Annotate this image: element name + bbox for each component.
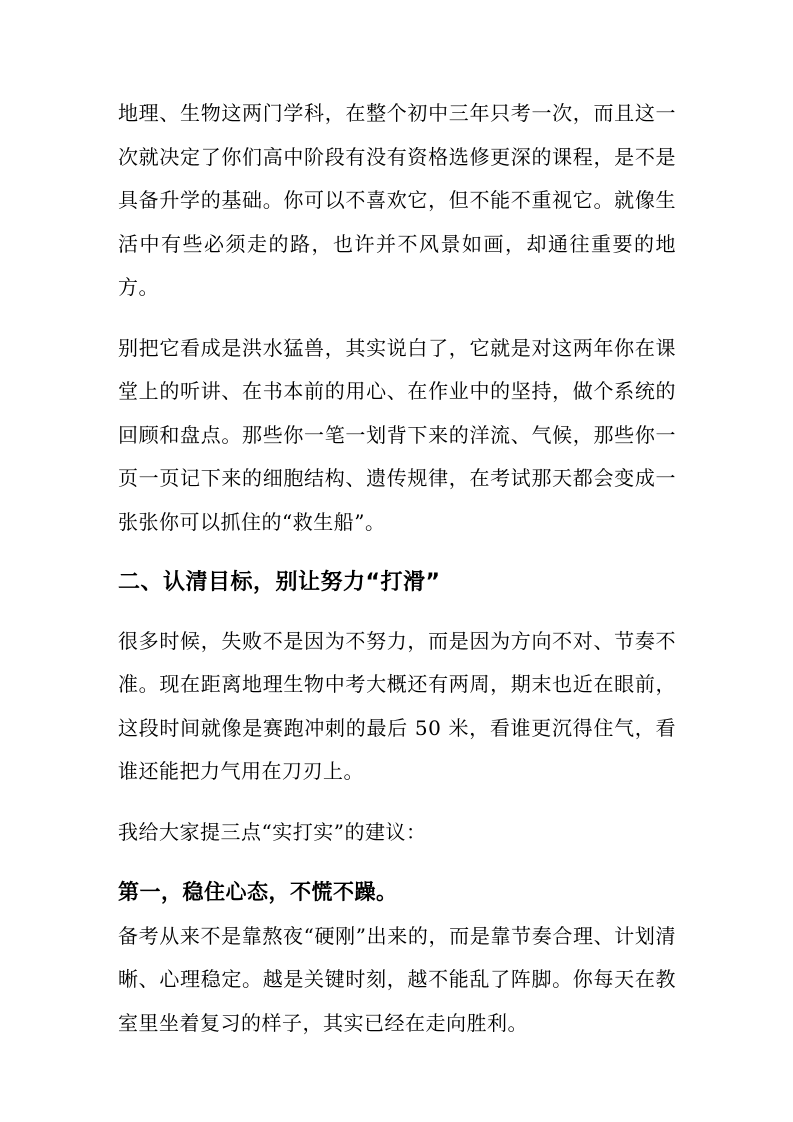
tip-one-heading: 第一，稳住心态，不慌不躁。 [118,880,398,904]
paragraph-exam-importance: 地理、生物这两门学科，在整个初中三年只考一次，而且这一次就决定了你们高中阶段有没有资格选修更深的课程，是不是具备升学的基础。你可以不喜欢它，但不能不重视它。就像生活中有些必须走的路，也许并不风景如画，却通往重要的地方。 [118,101,676,299]
paragraph-review-meaning: 别把它看成是洪水猛兽，其实说白了，它就是对这两年你在课堂上的听讲、在书本前的用心、在作业中的坚持，做个系统的回顾和盘点。那些你一笔一划背下来的洋流、气候，那些你一页一页记下来的细胞结构、遗传规律，在考试那天都会变成一张张你可以抓住的“救生船”。 [118,335,676,534]
paragraph-sprint-metaphor: 很多时候，失败不是因为不努力，而是因为方向不对、节奏不准。现在距离地理生物中考大概还有两周，期末也近在眼前，这段时间就像是赛跑冲刺的最后 50 米，看谁更沉得住气，看谁还能把力气用在刀刃上。 [118,628,676,783]
paragraph-three-suggestions-intro: 我给大家提三点“实打实”的建议： [118,819,427,844]
section-heading-two: 二、认清目标，别让努力“打滑” [118,570,441,595]
paragraph-tip-one-detail: 备考从来不是靠熬夜“硬刚”出来的，而是靠节奏合理、计划清晰、心理稳定。越是关键时刻，越不能乱了阵脚。你每天在教室里坐着复习的样子，其实已经在走向胜利。 [118,923,676,1035]
